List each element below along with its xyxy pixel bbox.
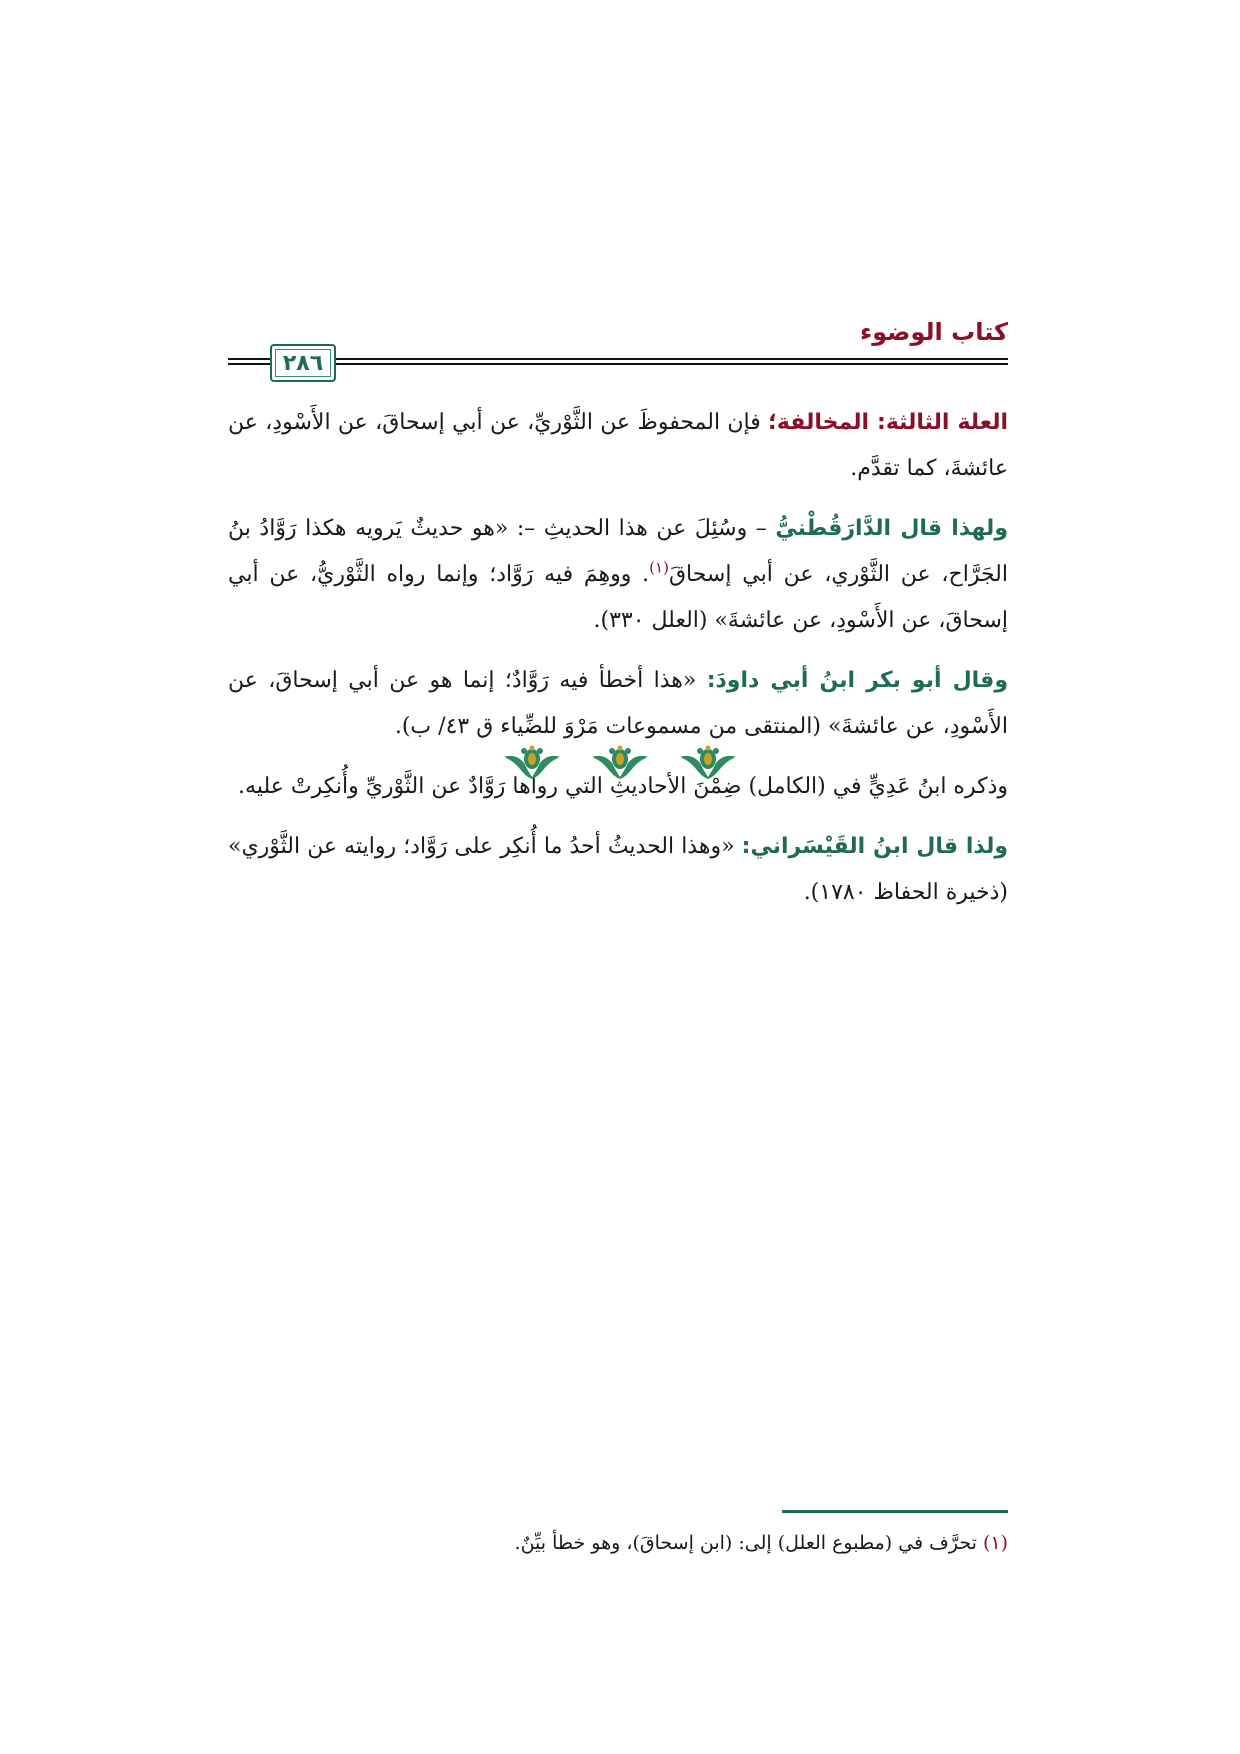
floral-ornament-icon [502,745,562,781]
footnote-text: تحرَّف في (مطبوع العلل) إلى: (ابن إسحاقَ)، وهو خطأ بيِّنٌ. [514,1532,983,1554]
paragraph-text: «هذا أخطأ فيه رَوَّادٌ؛ إنما هو عن أبي إسحاقَ، عن الأَسْودِ، عن عائشةَ» (المنتقى من مسموعات مَرْوَ للضِّياء ق ٤٣/ ب). [228,668,1008,739]
paragraph [228,658,1008,750]
floral-ornament-icon [678,745,738,781]
paragraph-text: وذكره ابنُ عَدِيٍّ في (الكامل) ضِمْنَ الأحاديثِ التي رواها رَوَّادٌ عن الثَّوْريِّ وأُنكِرتْ عليه. [238,774,1008,799]
paragraph-lead: ولذا قال ابنُ القَيْسَراني: [741,834,1008,859]
paragraph [228,400,1008,492]
paragraph-text: – وسُئِلَ عن هذا الحديثِ –: «هو حديثٌ يَرويه هكذا رَوَّادُ بنُ الجَرَّاح، عن الثَّوْري، عن أبي إسحاقَ [228,516,1008,587]
paragraph-lead: ولهذا قال الدَّارَقُطْنيُّ [775,516,1008,541]
page-number: ٢٨٦ [282,350,324,376]
section-divider [0,745,1240,781]
paragraph-lead: وقال أبو بكر ابنُ أبي داودَ: [706,668,1008,693]
main-text [228,400,1008,930]
paragraph [228,824,1008,916]
footnote [228,1526,1008,1560]
page-number-frame [270,344,336,382]
footnote-reference[interactable]: (١) [649,558,669,577]
header-rule [228,363,1008,365]
paragraph-text: . ووهِمَ فيه رَوَّاد؛ وإنما رواه الثَّوْريُّ، عن أبي إسحاقَ، عن الأَسْودِ، عن عائشةَ» (العلل ٣٣٠). [228,562,1008,633]
footnote-number: (١) [982,1532,1008,1554]
paragraph-lead: العلة الثالثة: المخالفة؛ [768,410,1008,435]
paragraph [228,506,1008,644]
header-rule [228,358,1008,360]
page-header [228,318,1008,380]
paragraph-text: فإن المحفوظَ عن الثَّوْريِّ، عن أبي إسحاقَ، عن الأَسْودِ، عن عائشةَ، كما تقدَّم. [228,410,1008,481]
book-title: كتاب الوضوء [859,318,1008,346]
footnote-separator [782,1510,1008,1513]
paragraph-text: «وهذا الحديثُ أحدُ ما أُنكِر على رَوَّاد؛ روايته عن الثَّوْري» (ذخيرة الحفاظ ١٧٨٠). [228,834,1008,905]
floral-ornament-icon [590,745,650,781]
